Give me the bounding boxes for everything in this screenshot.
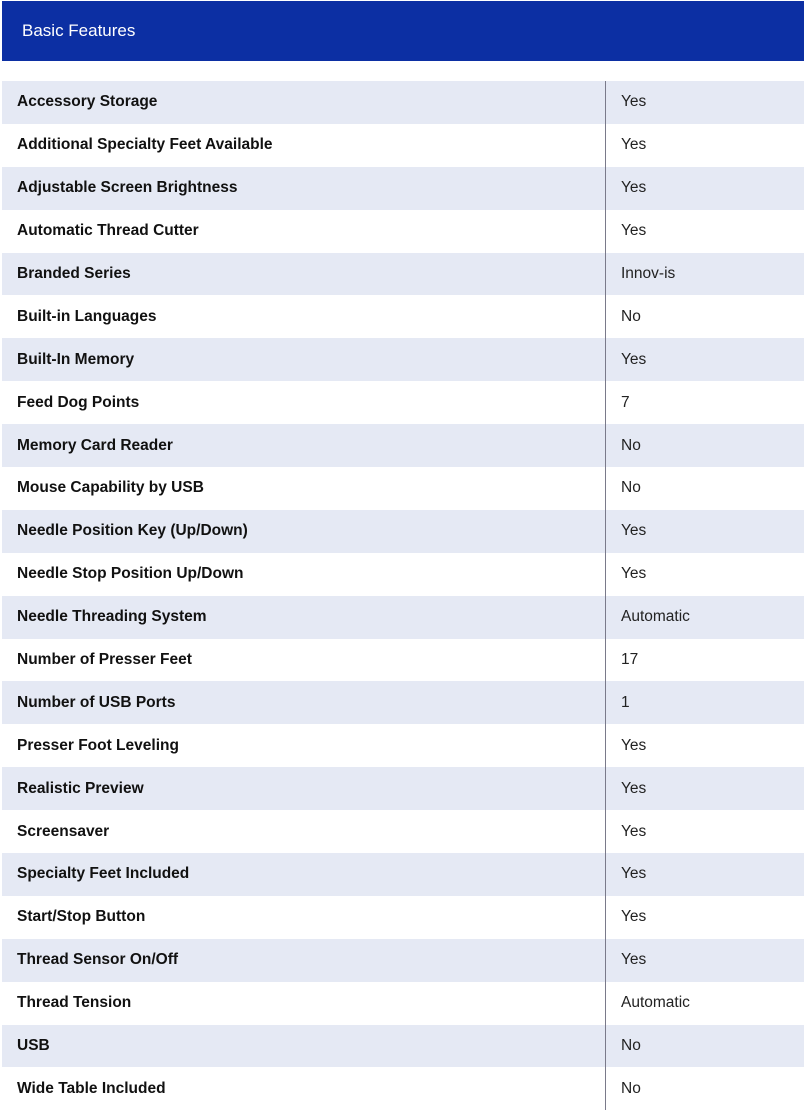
feature-value: No xyxy=(605,295,804,338)
feature-label: Needle Position Key (Up/Down) xyxy=(17,522,248,540)
table-row xyxy=(2,81,804,124)
feature-value: Yes xyxy=(605,338,804,381)
feature-value: Yes xyxy=(605,896,804,939)
feature-label: Memory Card Reader xyxy=(17,436,173,454)
table-row xyxy=(2,596,804,639)
table-row xyxy=(2,381,804,424)
feature-label: Number of USB Ports xyxy=(17,693,176,711)
feature-value: Yes xyxy=(605,81,804,124)
feature-value: No xyxy=(605,424,804,467)
feature-value: Automatic xyxy=(605,982,804,1025)
feature-label: Needle Threading System xyxy=(17,608,207,626)
feature-value: Yes xyxy=(605,810,804,853)
feature-label: Needle Stop Position Up/Down xyxy=(17,565,244,583)
section-title: Basic Features xyxy=(22,21,136,40)
table-row xyxy=(2,1025,804,1068)
section-header xyxy=(2,1,804,61)
feature-value: No xyxy=(605,467,804,510)
table-row xyxy=(2,338,804,381)
table-row xyxy=(2,681,804,724)
feature-label: Feed Dog Points xyxy=(17,393,140,411)
table-row xyxy=(2,553,804,596)
feature-value: Yes xyxy=(605,939,804,982)
feature-value: Innov-is xyxy=(605,253,804,296)
feature-value: Yes xyxy=(605,510,804,553)
feature-label: Accessory Storage xyxy=(17,93,158,111)
table-row xyxy=(2,210,804,253)
feature-value: Yes xyxy=(605,724,804,767)
feature-label: Start/Stop Button xyxy=(17,908,146,926)
table-row xyxy=(2,124,804,167)
feature-label: Specialty Feet Included xyxy=(17,865,190,883)
table-row xyxy=(2,467,804,510)
table-row xyxy=(2,510,804,553)
feature-label: Automatic Thread Cutter xyxy=(17,222,199,240)
table-row xyxy=(2,167,804,210)
feature-label: Number of Presser Feet xyxy=(17,651,192,669)
feature-value: No xyxy=(605,1067,804,1110)
feature-label: Built-In Memory xyxy=(17,350,135,368)
feature-value: 1 xyxy=(605,681,804,724)
feature-value: Yes xyxy=(605,210,804,253)
feature-label: Thread Tension xyxy=(17,994,132,1012)
feature-value: Yes xyxy=(605,853,804,896)
feature-label: Adjustable Screen Brightness xyxy=(17,179,238,197)
table-row xyxy=(2,253,804,296)
feature-label: Built-in Languages xyxy=(17,307,157,325)
feature-value: 17 xyxy=(605,639,804,682)
feature-label: Presser Foot Leveling xyxy=(17,736,179,754)
table-row xyxy=(2,853,804,896)
table-row xyxy=(2,639,804,682)
table-row xyxy=(2,810,804,853)
table-row xyxy=(2,295,804,338)
feature-label: Screensaver xyxy=(17,822,110,840)
feature-label: USB xyxy=(17,1037,50,1055)
feature-value: Automatic xyxy=(605,596,804,639)
feature-value: 7 xyxy=(605,381,804,424)
feature-label: Realistic Preview xyxy=(17,779,144,797)
feature-value: Yes xyxy=(605,553,804,596)
feature-value: No xyxy=(605,1025,804,1068)
feature-label: Branded Series xyxy=(17,265,131,282)
table-row xyxy=(2,1067,804,1110)
table-row xyxy=(2,896,804,939)
table-row xyxy=(2,939,804,982)
feature-value: Yes xyxy=(605,124,804,167)
feature-value: Yes xyxy=(605,167,804,210)
feature-label: Wide Table Included xyxy=(17,1079,166,1097)
feature-label: Thread Sensor On/Off xyxy=(17,951,179,969)
feature-label: Additional Specialty Feet Available xyxy=(17,136,273,154)
feature-label: Mouse Capability by USB xyxy=(17,479,204,497)
feature-value: Yes xyxy=(605,767,804,810)
table-row xyxy=(2,982,804,1025)
table-row xyxy=(2,767,804,810)
table-row xyxy=(2,424,804,467)
table-row xyxy=(2,724,804,767)
features-table xyxy=(2,81,804,1110)
